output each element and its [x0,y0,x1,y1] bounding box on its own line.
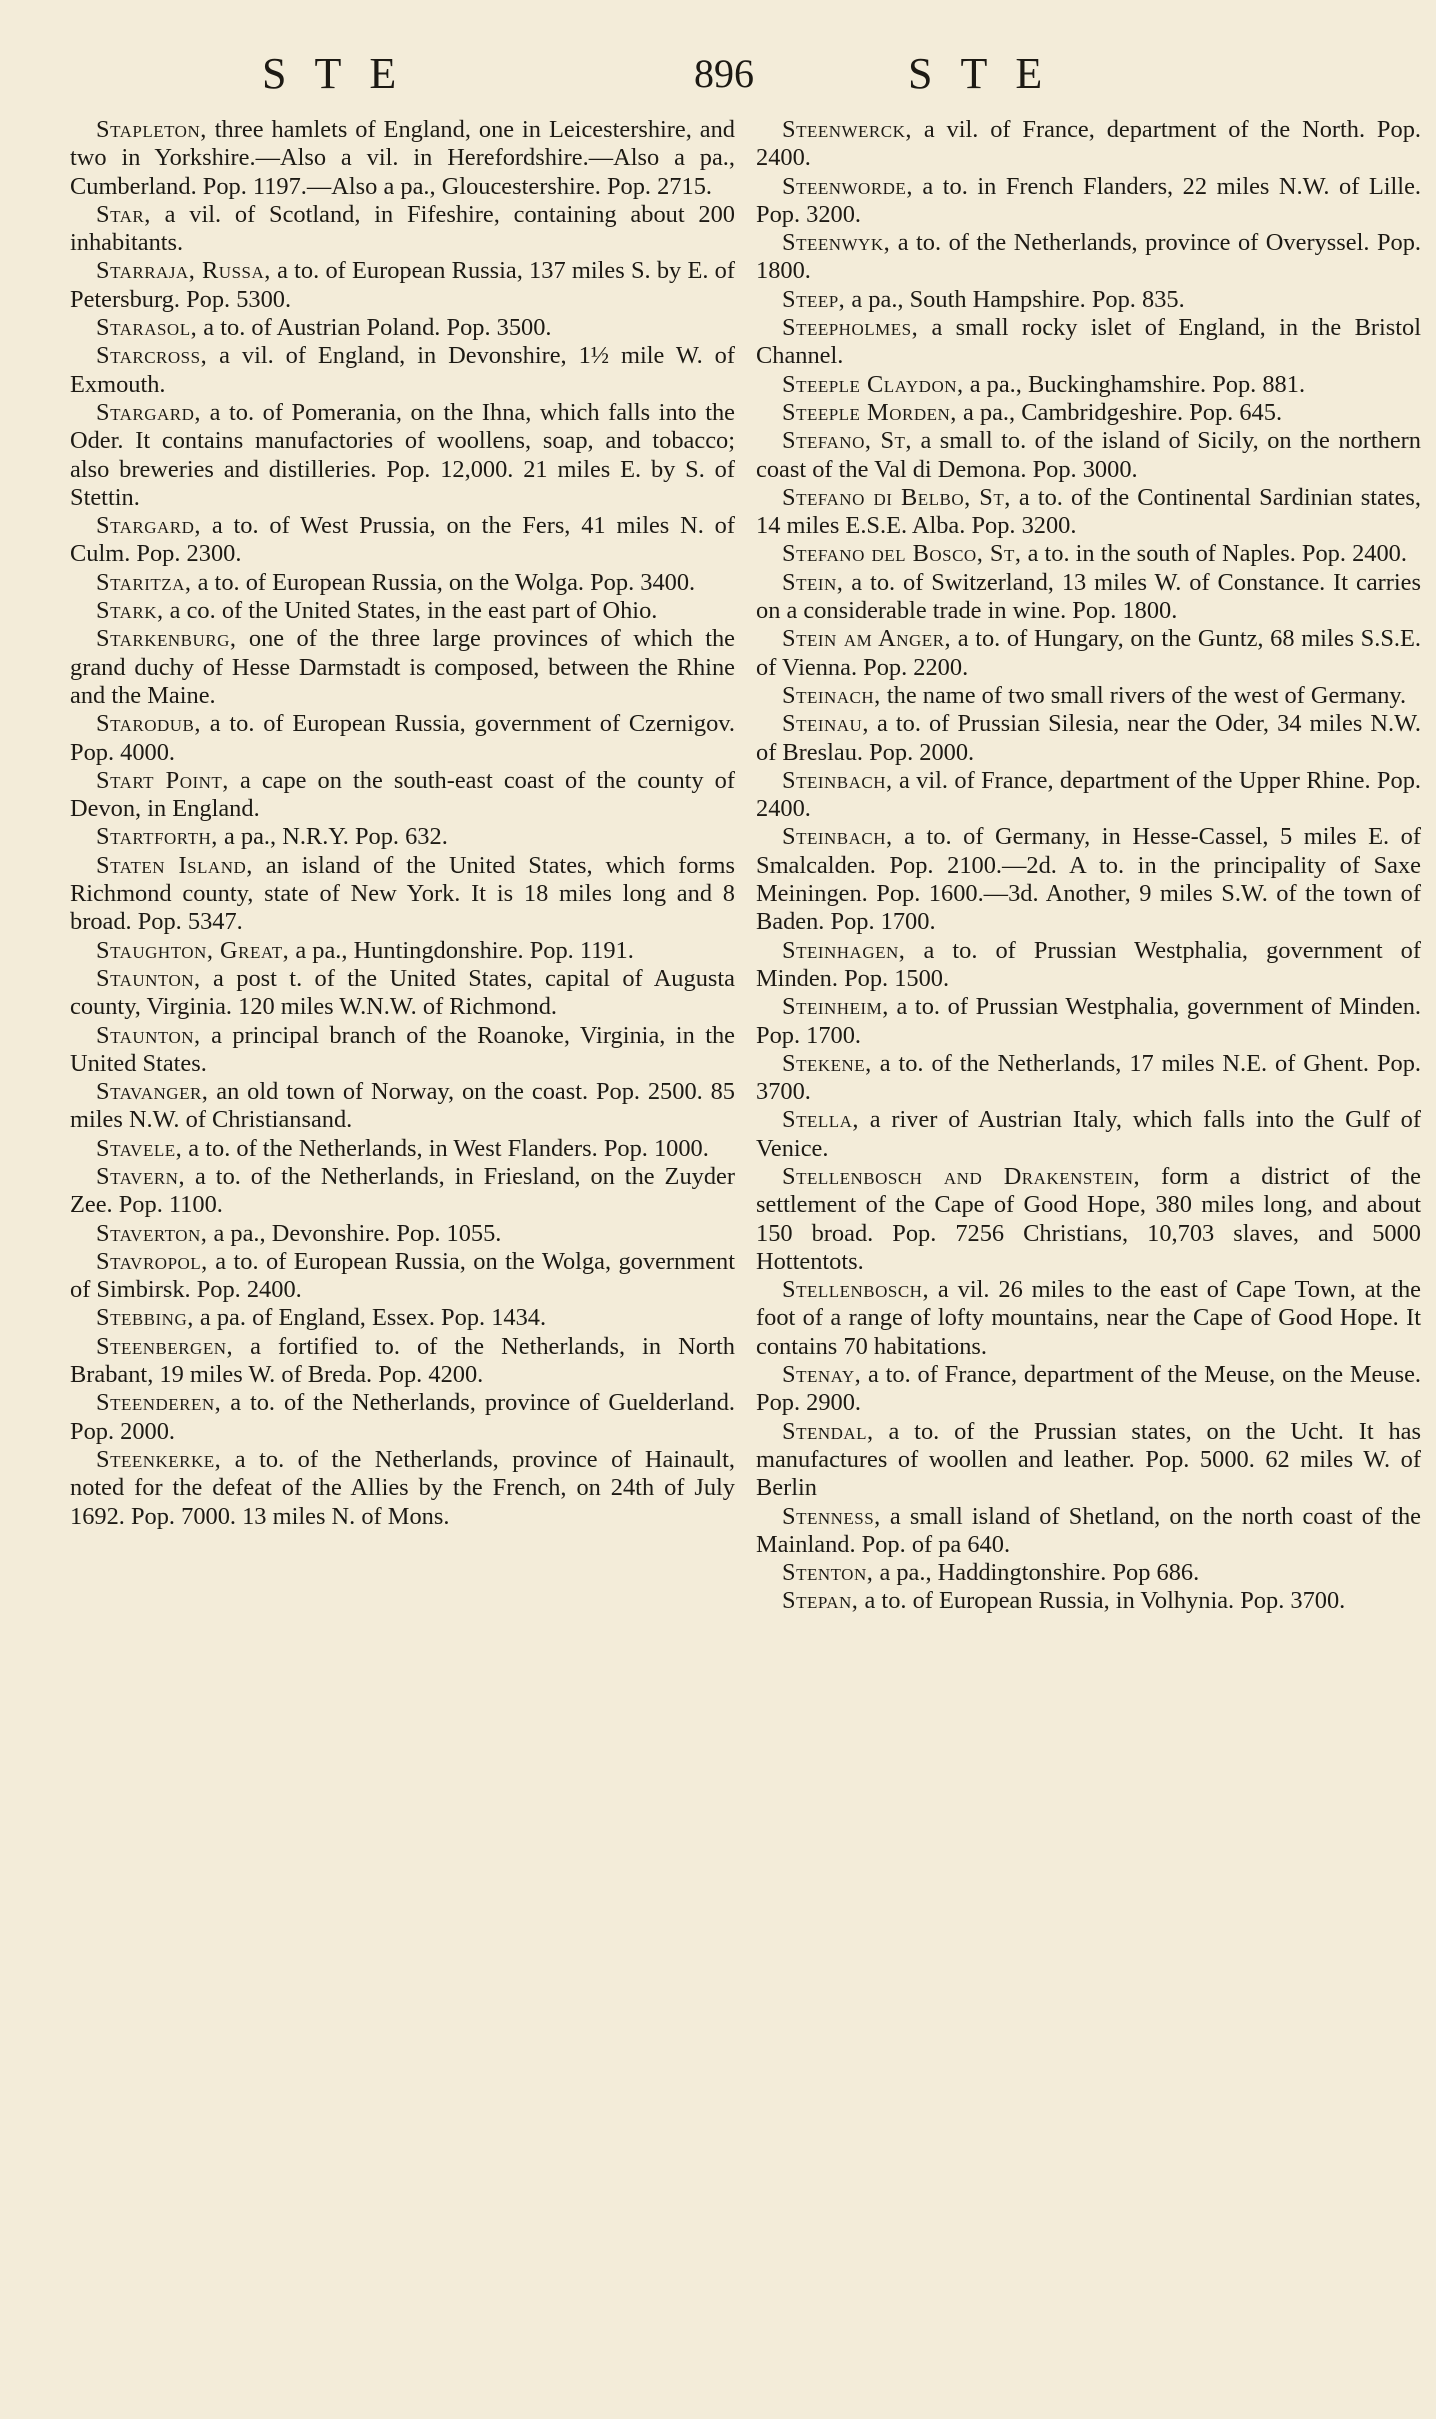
entry-headword: Steenbergen, [96,1332,234,1360]
header-left-key: STE [262,49,425,98]
entry-text: a small rocky islet of England, in the Bristol Channel. [756,314,1421,370]
entry-headword: Staverton, [96,1219,208,1247]
entry-headword: Stark, [96,597,164,625]
entry-headword: Stenness, [782,1502,881,1530]
gazetteer-entry [756,993,1421,1050]
gazetteer-entry [756,427,1421,484]
entry-text: a to. of the Netherlands, in West Flanders. Pop. 1000. [182,1134,709,1162]
entry-text: a vil. of England, in Devonshire, 1½ mile W. of Exmouth. [70,342,735,398]
gazetteer-entry [70,399,735,512]
gazetteer-entry [70,1135,735,1163]
entry-headword: Staunton, [96,964,201,992]
entry-headword: Stenton, [782,1559,874,1587]
gazetteer-entry [70,201,735,258]
gazetteer-entry [756,1503,1421,1560]
gazetteer-entry [756,314,1421,371]
entry-text: a pa., Cambridgeshire. Pop. 645. [956,398,1283,426]
entry-headword: Starkenburg, [96,625,237,653]
gazetteer-entry [70,625,735,710]
entry-text: a river of Austrian Italy, which falls into the Gulf of Venice. [756,1106,1421,1162]
entry-headword: Stendal, [782,1417,874,1445]
entry-headword: Stella, [782,1106,859,1134]
gazetteer-entry [756,1587,1421,1615]
entry-headword: Start Point, [96,766,229,794]
entry-headword: Stepan, [782,1587,859,1615]
entry-headword: Steinbach, [782,823,893,851]
entry-text: a to. of the Netherlands, in Friesland, on the Zuyder Zee. Pop. 1100. [70,1162,735,1219]
gazetteer-entry [70,937,735,965]
gazetteer-entry [70,1333,735,1390]
gazetteer-entry [756,1163,1421,1276]
gazetteer-entry [70,1022,735,1079]
entry-text: a pa. of England, Essex. Pop. 1434. [193,1304,547,1332]
entry-text: a to. of Prussian Westphalia, government of Minden. Pop. 1700. [756,993,1421,1049]
gazetteer-entry [756,1418,1421,1503]
entry-headword: Stein, [782,568,844,596]
entry-headword: Staughton, Great, [96,936,290,964]
entry-text: a small to. of the island of Sicily, on the northern coast of the Val di Demona. Pop. 3000. [756,427,1421,483]
gazetteer-entry [756,569,1421,626]
entry-text: a to. of the Netherlands, province of Guelderland. Pop. 2000. [70,1389,735,1445]
entry-text: an island of the United States, which forms Richmond county, state of New York. It is 18 miles long and 8 broad. Pop. 5347. [70,851,735,936]
gazetteer-entry [756,371,1421,399]
entry-text: a to. of European Russia, on the Wolga, government of Simbirsk. Pop. 2400. [70,1247,735,1304]
entry-text: a to. of Switzerland, 13 miles W. of Constance. It carries on a considerable trade in wine. Pop. 1800. [756,568,1421,625]
entry-text: a to. of the Netherlands, province of Overyssel. Pop. 1800. [756,229,1421,285]
gazetteer-entry [756,710,1421,767]
entry-headword: Steenworde, [782,172,913,200]
entry-text: a pa., N.R.Y. Pop. 632. [217,823,448,851]
entry-text: a to. of Hungary, on the Guntz, 68 miles S.S.E. of Vienna. Pop. 2200. [756,625,1421,681]
gazetteer-entry [756,229,1421,286]
gazetteer-entry [756,1559,1421,1587]
gazetteer-entry [756,1361,1421,1418]
entry-headword: Starodub, [96,710,201,738]
gazetteer-entry [756,173,1421,230]
entry-headword: Stekene, [782,1049,872,1077]
entry-text: a to. of Pomerania, on the Ihna, which falls into the Oder. It contains manufactories of woollens, soap, and tobacco; also breweries and distilleries. Pop. 12,000. 21 miles E. by S. of Stettin. [70,398,735,511]
gazetteer-entry [70,1304,735,1332]
entry-text: a small island of Shetland, on the north coast of the Mainland. Pop. of pa 640. [756,1502,1421,1558]
entry-headword: Stellenbosch, [782,1276,930,1304]
gazetteer-entry [70,965,735,1022]
entry-text: the name of two small rivers of the west of Germany. [880,681,1407,709]
gazetteer-entry [70,767,735,824]
entry-headword: Steenwerck, [782,116,912,143]
gazetteer-entry [70,597,735,625]
entry-text: a post t. of the United States, capital of Augusta county, Virginia. 120 miles W.N.W. of Richmond. [70,964,735,1021]
gazetteer-entry [70,512,735,569]
entry-headword: Stavern, [96,1162,186,1190]
entry-text: a to. of France, department of the Meuse, on the Meuse. Pop. 2900. [756,1361,1421,1417]
entry-text: a to. in the south of Naples. Pop. 2400. [1021,540,1407,568]
entry-headword: Starcross, [96,342,208,370]
entry-headword: Stavropol, [96,1247,208,1275]
gazetteer-entry [70,852,735,937]
entry-text: a to. of European Russia, on the Wolga. Pop. 3400. [191,568,696,596]
gazetteer-entry [70,1389,735,1446]
entry-text: a pa., South Hampshire. Pop. 835. [845,285,1185,313]
entry-headword: Steeple Morden, [782,398,957,426]
entry-text: three hamlets of England, one in Leicestershire, and two in Yorkshire.—Also a vil. in Herefordshire.—Also a pa., Cumberland. Pop. 1197.—Also a pa., Gloucestershire. Pop. 2715. [70,116,735,200]
entry-text: a vil. of France, department of the North. Pop. 2400. [756,116,1421,172]
entry-headword: Starasol, [96,314,198,342]
gazetteer-entry [756,1050,1421,1107]
entry-headword: Stavele, [96,1134,183,1162]
entry-text: a to. of European Russia, government of Czernigov. Pop. 4000. [70,710,735,766]
entry-headword: Staten Island, [96,851,253,879]
entry-headword: Stavanger, [96,1078,209,1106]
entry-text: a vil. 26 miles to the east of Cape Town, at the foot of a range of lofty mountains, near the Cape of Good Hope. It contains 70 habitations. [756,1276,1421,1360]
entry-text: a pa., Huntingdonshire. Pop. 1191. [289,936,634,964]
entry-text: a to. of the Netherlands, province of Hainault, noted for the defeat of the Allies by the French, on 24th of July 1692. Pop. 7000. 13 miles N. of Mons. [70,1445,735,1530]
entry-text: a to. of European Russia, in Volhynia. Pop. 3700. [858,1587,1346,1615]
entry-text: a to. of West Prussia, on the Fers, 41 miles N. of Culm. Pop. 2300. [70,512,735,568]
entry-headword: Steinau, [782,710,869,738]
running-header [0,48,1436,108]
entry-headword: Steeple Claydon, [782,370,964,398]
gazetteer-entry [70,1248,735,1305]
gazetteer-entry [70,823,735,851]
gazetteer-entry [70,342,735,399]
entry-text: one of the three large provinces of which the grand duchy of Hesse Darmstadt is composed, between the Rhine and the Maine. [70,625,735,709]
left-column [70,116,735,1531]
page-number: 896 [694,51,754,96]
header-right-key: STE [908,49,1071,98]
entry-headword: Steep, [782,285,846,313]
entry-headword: Starraja, Russa, [96,257,271,285]
entry-headword: Stargard, [96,512,201,540]
entry-text: a to. of European Russia, 137 miles S. by E. of Petersburg. Pop. 5300. [70,257,735,313]
entry-headword: Staritza, [96,568,192,596]
gazetteer-entry [756,767,1421,824]
entry-text: a to. of Prussian Silesia, near the Oder, 34 miles N.W. of Breslau. Pop. 2000. [756,710,1421,766]
gazetteer-entry [756,937,1421,994]
gazetteer-entry [756,682,1421,710]
entry-headword: Star, [96,200,151,228]
entry-text: a to. of the Netherlands, 17 miles N.E. of Ghent. Pop. 3700. [756,1049,1421,1106]
entry-text: a vil. of France, department of the Upper Rhine. Pop. 2400. [756,766,1421,823]
entry-text: a pa., Devonshire. Pop. 1055. [207,1219,502,1247]
entry-headword: Staunton, [96,1021,201,1049]
entry-text: a to. of the Prussian states, on the Ucht. It has manufactures of woollen and leather. Pop. 5000. 62 miles W. of Berlin [756,1417,1421,1502]
gazetteer-entry [70,569,735,597]
gazetteer-entry [756,399,1421,427]
gazetteer-entry [756,823,1421,936]
entry-headword: Stebbing, [96,1304,194,1332]
gazetteer-entry [756,540,1421,568]
entry-text: a to. of Germany, in Hesse-Cassel, 5 miles E. of Smalcalden. Pop. 2100.—2d. A to. in the principality of Saxe Meiningen. Pop. 1600.—3d. Another, 9 miles S.W. of the town of Baden. Pop. 1700. [756,823,1421,936]
entry-headword: Stein am Anger, [782,625,952,653]
gazetteer-entry [70,116,735,201]
entry-text: a to. of Prussian Westphalia, government of Minden. Pop. 1500. [756,936,1421,992]
gazetteer-entry [756,625,1421,682]
entry-text: a vil. of Scotland, in Fifeshire, containing about 200 inhabitants. [70,200,735,257]
entry-text: form a district of the settlement of the Cape of Good Hope, 380 miles long, and about 150 broad. Pop. 7256 Christians, 10,703 slaves, and 5000 Hottentots. [756,1162,1421,1275]
entry-text: a to. of Austrian Poland. Pop. 3500. [197,314,552,342]
entry-headword: Steepholmes, [782,314,919,342]
entry-headword: Steinhagen, [782,936,906,964]
entry-text: an old town of Norway, on the coast. Pop. 2500. 85 miles N.W. of Christiansand. [70,1078,735,1134]
entry-headword: Stefano di Belbo, St, [782,483,1011,511]
gazetteer-entry [70,1220,735,1248]
entry-headword: Stefano del Bosco, St, [782,540,1022,568]
entry-text: a to. in French Flanders, 22 miles N.W. of Lille. Pop. 3200. [756,172,1421,228]
entry-text: a to. of the Continental Sardinian states, 14 miles E.S.E. Alba. Pop. 3200. [756,483,1421,540]
entry-headword: Steenwyk, [782,229,891,257]
entry-headword: Steenderen, [96,1389,222,1417]
entry-headword: Stellenbosch and Drakenstein, [782,1162,1141,1190]
entry-text: a fortified to. of the Netherlands, in North Brabant, 19 miles W. of Breda. Pop. 4200. [70,1332,735,1389]
entry-text: a pa., Buckinghamshire. Pop. 881. [963,370,1306,398]
gazetteer-entry [756,286,1421,314]
entry-headword: Stenay, [782,1361,862,1389]
gazetteer-entry [756,484,1421,541]
gazetteer-entry [756,1106,1421,1163]
gazetteer-entry [70,1078,735,1135]
entry-headword: Stargard, [96,398,201,426]
gazetteer-entry [70,257,735,314]
gazetteer-entry [70,1163,735,1220]
gazetteer-entry [756,1276,1421,1361]
entry-headword: Steinbach, [782,766,893,794]
gazetteer-entry [70,1446,735,1531]
entry-headword: Steinach, [782,681,881,709]
entry-headword: Stefano, St, [782,427,912,455]
gazetteer-entry [756,116,1421,173]
entry-text: a cape on the south-east coast of the county of Devon, in England. [70,766,735,823]
right-column [756,116,1421,1616]
entry-text: a pa., Haddingtonshire. Pop 686. [873,1559,1200,1587]
entry-headword: Steenkerke, [96,1445,222,1473]
gazetteer-entry [70,710,735,767]
gazetteer-entry [70,314,735,342]
entry-headword: Startforth, [96,823,218,851]
entry-headword: Stapleton, [96,116,207,143]
entry-text: a principal branch of the Roanoke, Virginia, in the United States. [70,1021,735,1077]
entry-text: a co. of the United States, in the east part of Ohio. [163,597,658,625]
entry-headword: Steinheim, [782,993,889,1021]
